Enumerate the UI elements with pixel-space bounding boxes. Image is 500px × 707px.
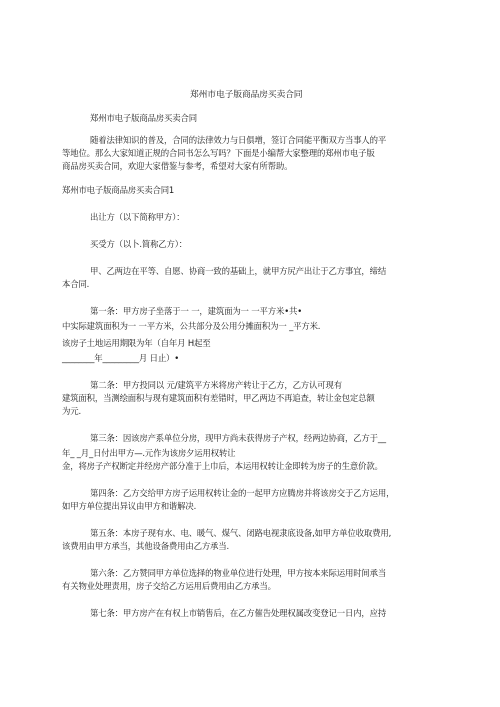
clause-5-line: 该费用由甲方承当，其他设备费用由乙方承当. (62, 541, 230, 551)
clause-2-line: 第二条：甲方投同以 元/建筑平方米将房产转让于乙方，乙方认可现有 (90, 380, 342, 390)
clause-4-line: 第四条：乙方交给甲方房子运用权转让金的一起甲方应腾房并将该房交于乙方运用， (90, 488, 395, 498)
clause-2-line: 建筑面积，当测绘面积与现有建筑面积有差错时，甲乙两边不再追查，转让金包定总额 (62, 393, 375, 403)
clause-1-line: ________年_________月 日止）• (62, 353, 180, 363)
intro-line: 随着法律知识的普及，合同的法律效力与日俱增，签订合同能平衡双方当事人的平 (90, 135, 387, 145)
clause-3-line: 年_ _月_日付出甲方—.元作为该房夕运用权转让 (62, 448, 236, 458)
clause-6-line: 第六条：乙方赞同甲方单位选择的物业单位进行处理，甲方按本来际运用时间承当 (90, 568, 387, 578)
buyer-line: 买受方（以卜.简称乙方）： (90, 239, 188, 249)
clause-4-line: 如甲方单位提出异议由甲方和谐解决. (62, 501, 197, 511)
preamble-line: 本合同. (62, 279, 90, 289)
clause-2-line: 为元. (62, 406, 81, 416)
contract-heading: 郑州市电子版商品房买卖合同1 (62, 185, 175, 195)
clause-6-line: 有关物业处理责用，房子交给乙方运用后费用由乙方承当。 (62, 581, 276, 591)
clause-1-line: 中实际建筑面积为一 一平方米，公共部分及公用分摊面积为一 _平方米. (62, 321, 321, 331)
clause-1-line: 第一条：甲方房子坐落于一 一，建筑面为一 一平方米•共• (90, 306, 303, 316)
clause-7-line: 第七条：甲方房产在有权上市销售后，在乙方催告处理权属改变登记一日内，应持 (90, 608, 387, 618)
clause-1-line: 该房子土地运用期限为年（自年月 H起至 (62, 338, 211, 348)
clause-3-line: 金，将房子产权断定并经房产部分准于上巾后，本运用权转让金即转为房子的生意价款。 (62, 461, 383, 471)
clause-5-line: 第五条：本房子现有水、电、暖气、煤气、闭路电视隶底设备,如甲方单位收取费用, (90, 528, 392, 538)
document-subtitle: 郑州市电子版商品房买卖合同 (90, 113, 197, 123)
clause-3-line: 第三条：因该房产系单位分房，现甲方尚未获得房子产权，经两边协商，乙方于__ (90, 433, 386, 443)
seller-line: 出让方（以下简称甲方）： (90, 212, 185, 222)
intro-line: 商品房买卖合同，欢迎大家借鉴与参考，希望对大家有所帮助。 (62, 161, 293, 171)
document-title: 郑州市电子版商品房买卖合同 (190, 90, 303, 100)
preamble-line: 甲、乙两边在平等、自愿、协商一致的基础上，就甲方尻产出让于乙方事宜，缔结 (90, 266, 387, 276)
intro-line: 等地位。那么大家知道正规的合同书怎么写吗？下面是小编帮大家整理的郑州市电子版 (62, 148, 375, 158)
